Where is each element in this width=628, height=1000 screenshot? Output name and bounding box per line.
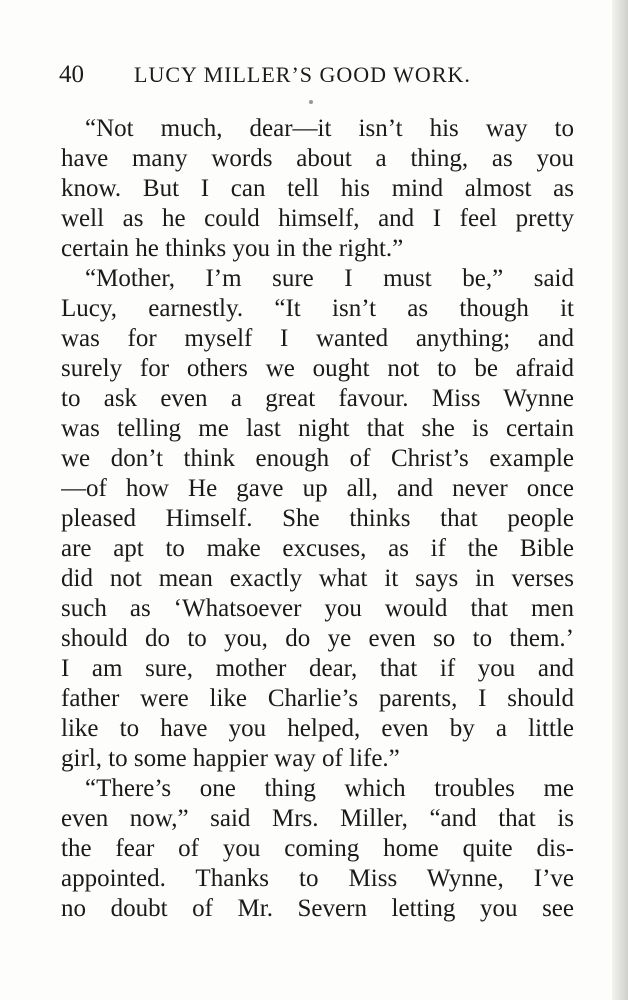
text-line: father were like Charlie’s parents, I should xyxy=(61,685,574,712)
text-line: I am sure, mother dear, that if you and xyxy=(61,655,574,682)
text-line: was telling me last night that she is certain xyxy=(61,415,574,442)
text-line: should do to you, do ye even so to them.’ xyxy=(61,625,574,652)
text-line: “Mother, I’m sure I must be,” said xyxy=(85,265,574,292)
running-header xyxy=(59,58,579,92)
ink-speck xyxy=(309,100,313,104)
text-line: such as ‘Whatsoever you would that men xyxy=(61,595,574,622)
text-line: “Not much, dear—it isn’t his way to xyxy=(85,115,574,142)
text-line: was for myself I wanted anything; and xyxy=(61,325,574,352)
body-text xyxy=(61,114,574,924)
text-line: like to have you helped, even by a little xyxy=(61,715,574,742)
text-line: know. But I can tell his mind almost as xyxy=(61,175,574,202)
text-line: appointed. Thanks to Miss Wynne, I’ve xyxy=(61,865,574,892)
text-line: are apt to make excuses, as if the Bible xyxy=(61,535,574,562)
text-line: Lucy, earnestly. “It isn’t as though it xyxy=(61,295,574,322)
text-line: pleased Himself. She thinks that people xyxy=(61,505,574,532)
text-line: no doubt of Mr. Severn letting you see xyxy=(61,895,574,922)
text-line: surely for others we ought not to be afraid xyxy=(61,355,574,382)
text-line: —of how He gave up all, and never once xyxy=(61,475,574,502)
page-number: 40 xyxy=(59,61,84,88)
text-line: even now,” said Mrs. Miller, “and that is xyxy=(61,805,574,832)
text-line: girl, to some happier way of life.” xyxy=(61,745,400,772)
text-line: did not mean exactly what it says in verses xyxy=(61,565,574,592)
text-line: we don’t think enough of Christ’s example xyxy=(61,445,574,472)
text-line: have many words about a thing, as you xyxy=(61,145,574,172)
text-line: to ask even a great favour. Miss Wynne xyxy=(61,385,574,412)
text-line: certain he thinks you in the right.” xyxy=(61,235,404,262)
running-title: LUCY MILLER’S GOOD WORK. xyxy=(134,62,471,87)
text-line: “There’s one thing which troubles me xyxy=(85,775,574,802)
text-line: well as he could himself, and I feel pretty xyxy=(61,205,574,232)
text-line: the fear of you coming home quite dis- xyxy=(61,835,574,862)
page-edge-shadow xyxy=(612,0,628,1000)
